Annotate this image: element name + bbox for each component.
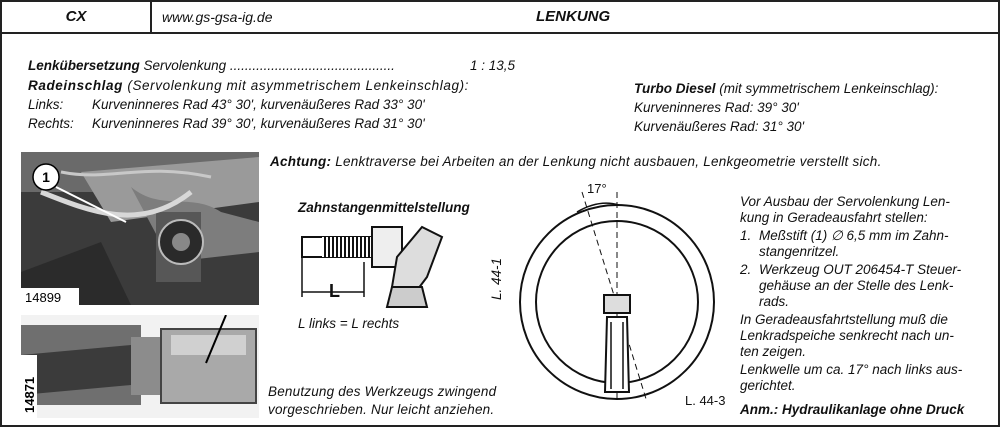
turbo-line [634, 80, 938, 97]
ratio-dots: ............................................ [229, 58, 395, 73]
hydraulic-note: Anm.: Hydraulikanlage ohne Druck [740, 402, 965, 417]
section-title: LENKUNG [536, 8, 611, 25]
ratio-line [28, 57, 395, 74]
photo-rack-pinion [21, 152, 259, 305]
website-url: www.gs-gsa-ig.de [162, 9, 273, 25]
step1-num: 1. [740, 228, 752, 243]
turning-line [28, 77, 469, 94]
warning-text: Lenktraverse bei Arbeiten an der Lenkung nicht ausbauen, Lenkgeometrie verstellt sich. [335, 154, 882, 169]
right-value: Kurveninneres Rad 39° 30', kurvenäußeres Rad 31° 30' [92, 116, 425, 131]
turbo-note: (mit symmetrischem Lenkeinschlag): [719, 81, 939, 96]
ratio-value: 1 : 13,5 [470, 58, 516, 73]
steering-wheel-diagram [507, 177, 732, 412]
rack-diagram [292, 217, 502, 327]
photo-rack-pinion-drawing [21, 152, 259, 305]
step2-line2: gehäuse an der Stelle des Lenk- [759, 278, 954, 293]
shaft-line1: Lenkwelle um ca. 17° nach links aus- [740, 362, 963, 377]
warning-label: Achtung: [270, 154, 332, 169]
photo1-callout: 1 [42, 169, 50, 185]
warning-line [270, 153, 882, 170]
step1-line1: Meßstift (1) ∅ 6,5 mm im Zahn- [759, 228, 949, 243]
tool-caption-2: vorgeschrieben. Nur leicht anziehen. [268, 402, 495, 417]
instr-intro-2: kung in Geradeausfahrt stellen: [740, 210, 928, 225]
turning-label: Radeinschlag [28, 78, 123, 93]
model-code: CX [2, 2, 152, 32]
straight-line1: In Geradeausfahrtstellung muß die [740, 312, 948, 327]
rack-title: Zahnstangenmittelstellung [298, 200, 470, 215]
rack-dimension: L [329, 281, 340, 301]
step2-line1: Werkzeug OUT 206454-T Steuer- [759, 262, 962, 277]
photo2-number: 14871 [22, 376, 37, 413]
ratio-type: Servolenkung [143, 58, 227, 73]
step2-line3: rads. [759, 294, 790, 309]
left-label: Links: [28, 97, 64, 112]
left-value: Kurveninneres Rad 43° 30', kurvenäußeres Rad 33° 30' [92, 97, 425, 112]
rack-caption: L links = L rechts [298, 316, 400, 331]
instr-intro-1: Vor Ausbau der Servolenkung Len- [740, 194, 950, 209]
photo-tool-drawing [21, 315, 259, 418]
shaft-line2: gerichtet. [740, 378, 796, 393]
turbo-outer: Kurvenäußeres Rad: 31° 30' [634, 119, 805, 134]
straight-line2: Lenkradspeiche senkrecht nach un- [740, 328, 954, 343]
turbo-inner: Kurveninneres Rad: 39° 30' [634, 100, 799, 115]
photo-tool [21, 315, 259, 418]
rack-ref: L. 44-1 [489, 257, 504, 300]
ratio-label: Lenkübersetzung [28, 58, 140, 73]
photo1-number: 14899 [25, 290, 62, 305]
header-bar [2, 2, 998, 34]
turbo-label: Turbo Diesel [634, 81, 716, 96]
wheel-ref: L. 44-3 [685, 393, 726, 408]
turning-note: (Servolenkung mit asymmetrischem Lenkeinschlag): [127, 78, 470, 93]
straight-line3: ten zeigen. [740, 344, 807, 359]
right-label: Rechts: [28, 116, 74, 131]
step1-line2: stangenritzel. [759, 244, 840, 259]
step2-num: 2. [740, 262, 752, 277]
tool-caption-1: Benutzung des Werkzeugs zwingend [268, 384, 497, 399]
wheel-angle: 17° [587, 181, 607, 196]
